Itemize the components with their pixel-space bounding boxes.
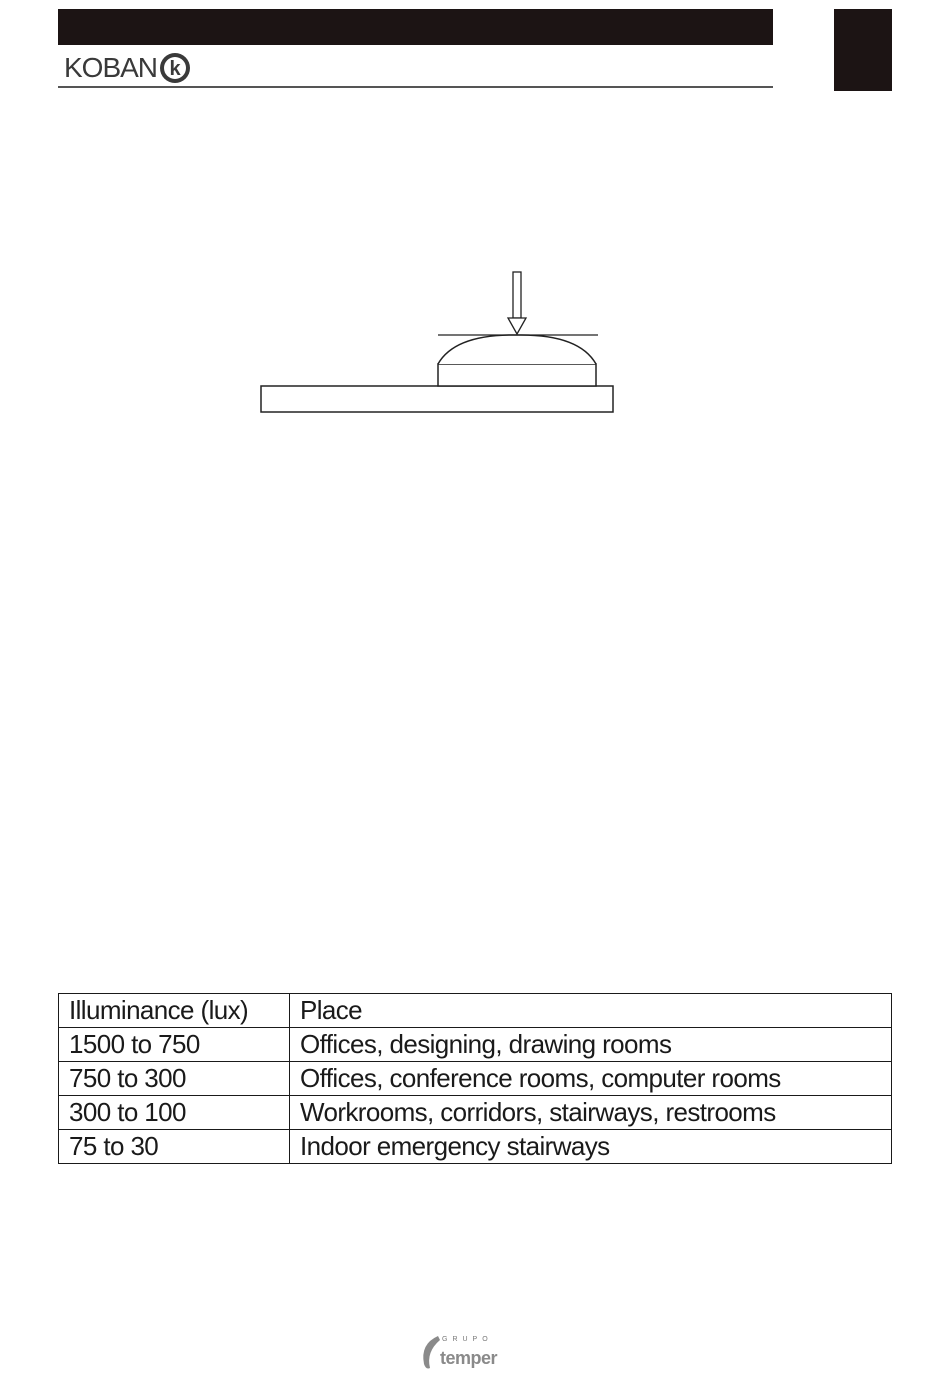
sensor-body bbox=[438, 364, 596, 386]
footer-brand: temper bbox=[440, 1348, 498, 1368]
table-row bbox=[59, 1130, 892, 1164]
header-rule bbox=[58, 86, 773, 88]
illuminance-cell: 1500 to 750 bbox=[59, 1028, 290, 1062]
place-cell: Indoor emergency stairways bbox=[290, 1130, 892, 1164]
footer-group-label: GRUPO bbox=[442, 1336, 493, 1343]
table-row bbox=[59, 1062, 892, 1096]
base-plate bbox=[261, 386, 613, 412]
brand-name: KOBAN bbox=[64, 52, 158, 83]
header-bar bbox=[58, 9, 773, 45]
table-header-cell: Illuminance (lux) bbox=[59, 994, 290, 1028]
illuminance-cell: 300 to 100 bbox=[59, 1096, 290, 1130]
corner-page-tab bbox=[834, 9, 892, 91]
sensor-diagram bbox=[255, 268, 620, 418]
illuminance-cell: 75 to 30 bbox=[59, 1130, 290, 1164]
table-header-cell: Place bbox=[290, 994, 892, 1028]
place-cell: Workrooms, corridors, stairways, restrooms bbox=[290, 1096, 892, 1130]
brand-logo bbox=[64, 50, 191, 86]
brand-mark-letter: k bbox=[169, 58, 181, 80]
table-row bbox=[59, 1028, 892, 1062]
sensor-dome bbox=[438, 335, 596, 364]
illuminance-table bbox=[58, 993, 892, 1164]
pressure-arrow-icon bbox=[508, 272, 526, 334]
brand-mark-icon bbox=[159, 52, 191, 84]
table-header-row bbox=[59, 994, 892, 1028]
place-cell: Offices, conference rooms, computer rooms bbox=[290, 1062, 892, 1096]
place-cell: Offices, designing, drawing rooms bbox=[290, 1028, 892, 1062]
table-row bbox=[59, 1096, 892, 1130]
illuminance-cell: 750 to 300 bbox=[59, 1062, 290, 1096]
